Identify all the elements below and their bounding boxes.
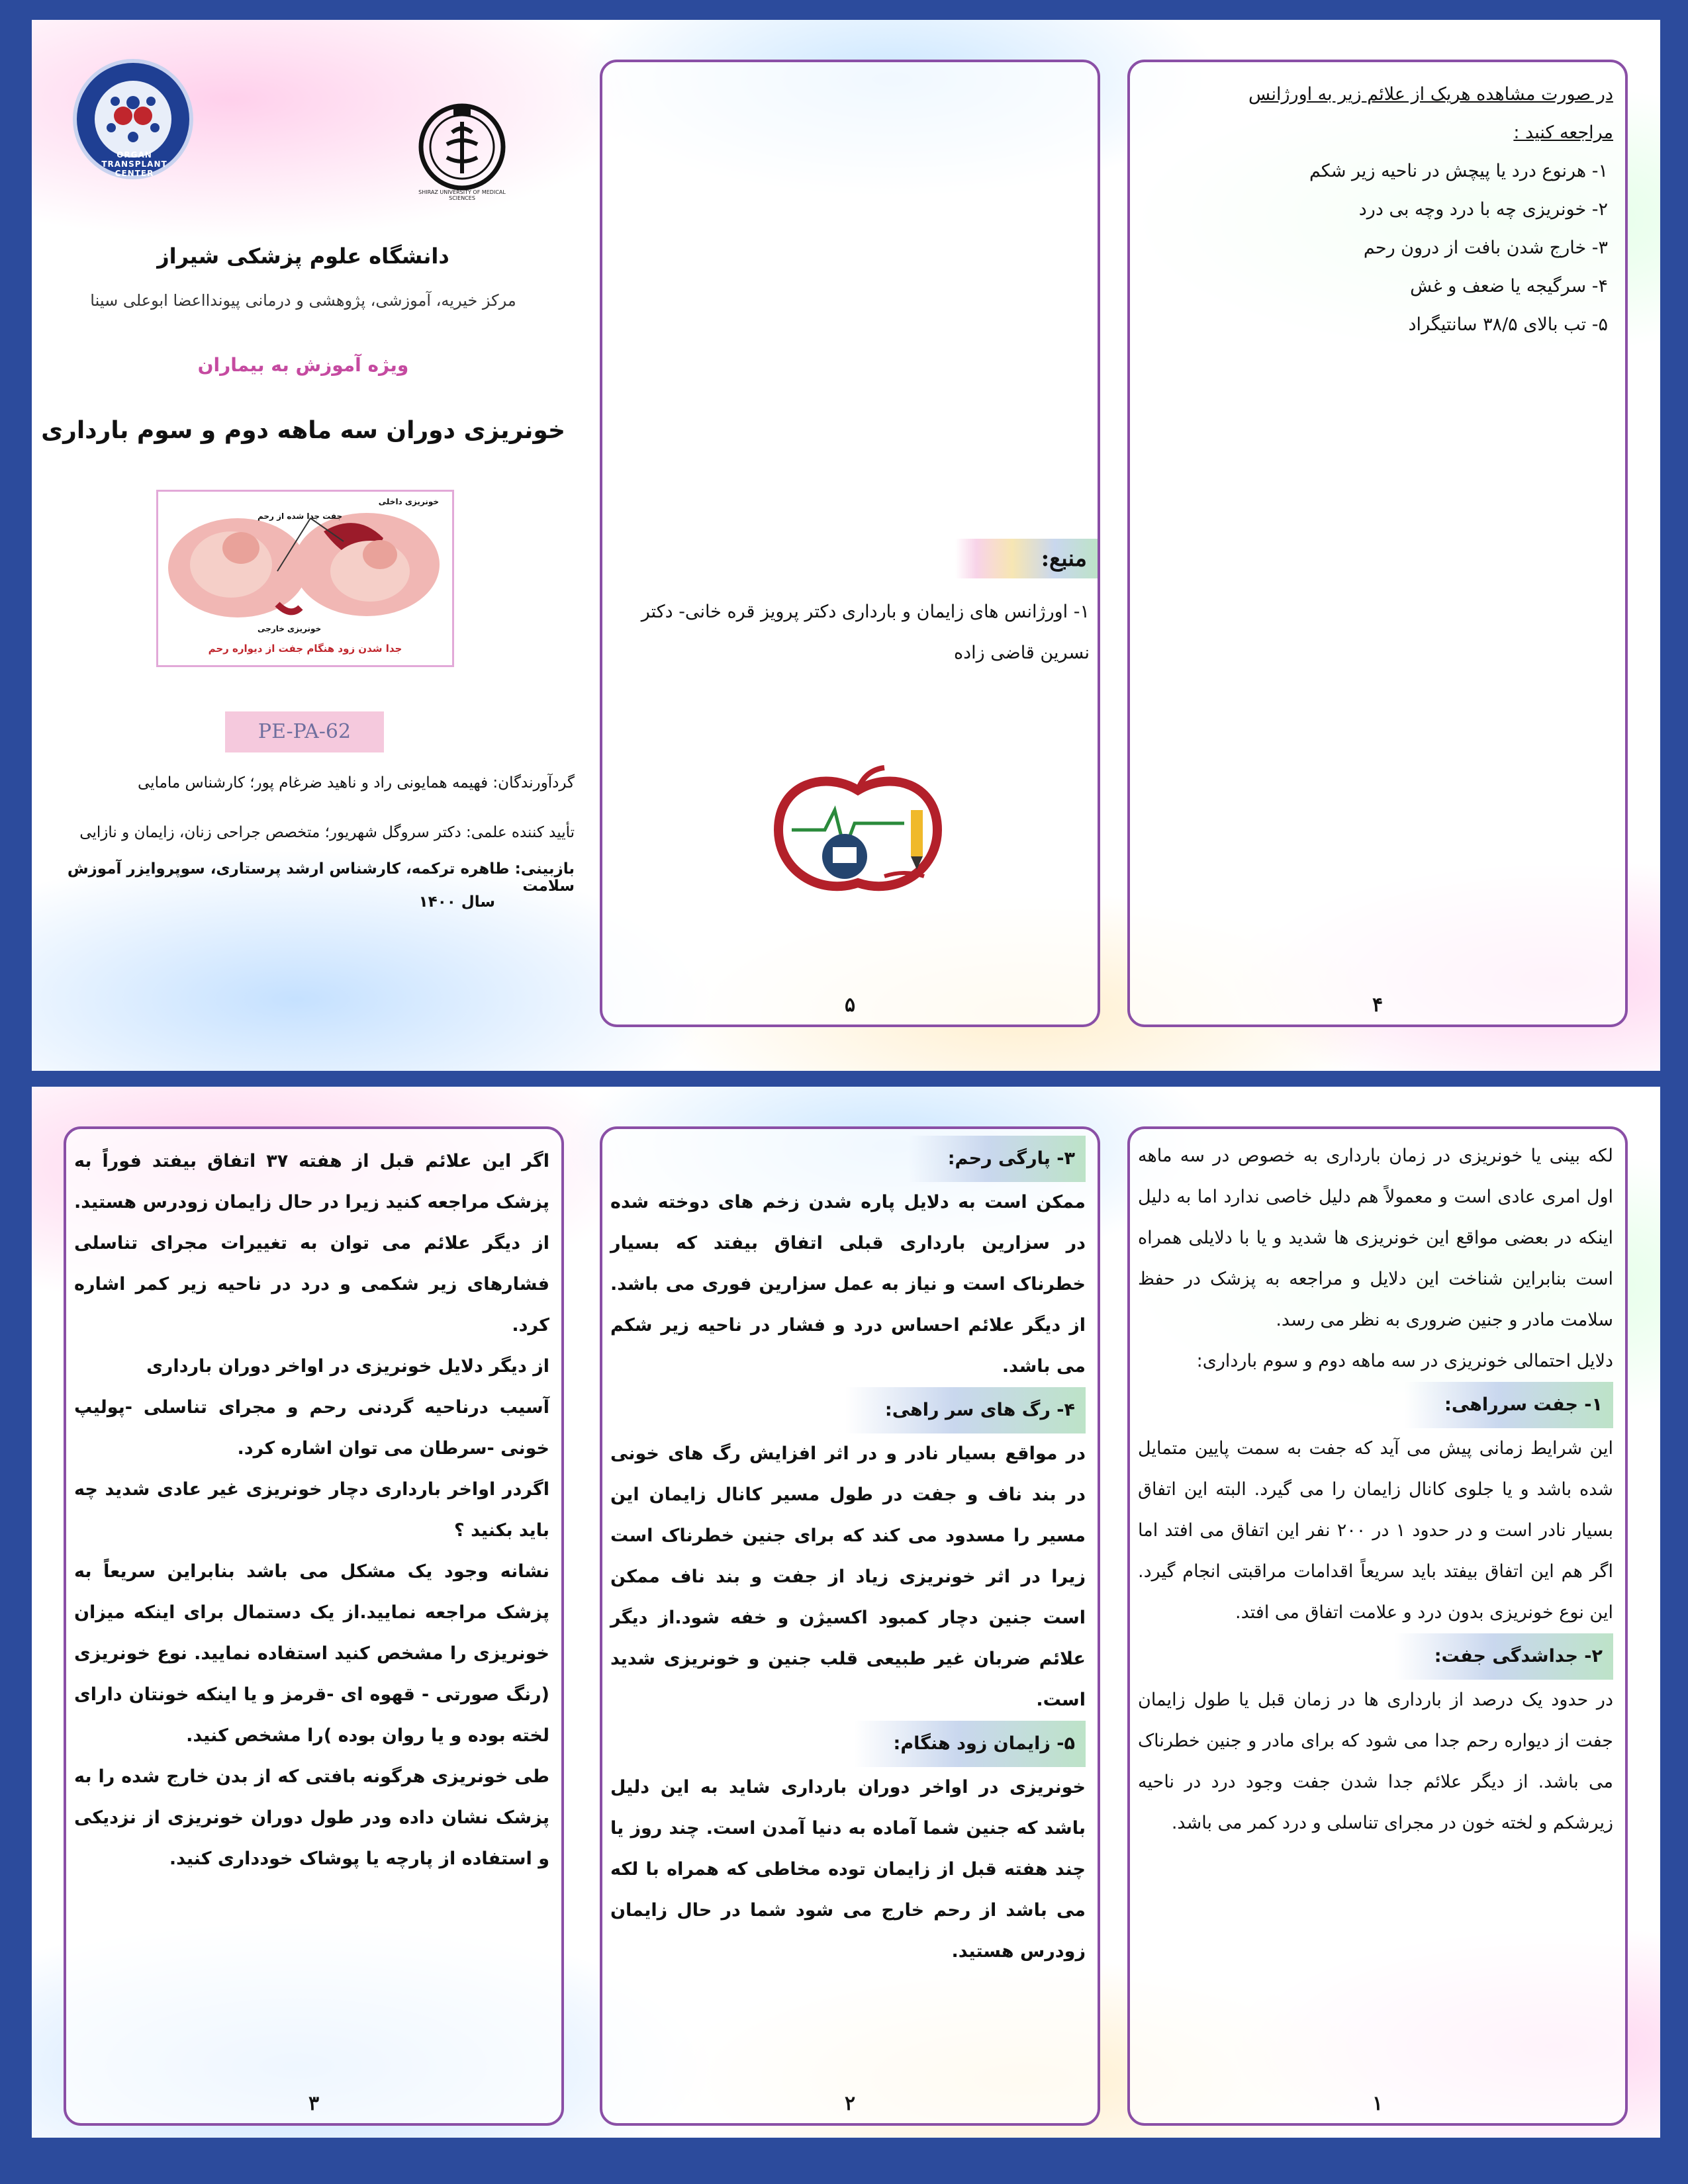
placental-abruption-paragraph: در حدود یک درصد از بارداری ها در زمان قبل یا طول زایمان جفت از دیواره رحم جدا می شود که برای مادر و جنین خطرناک می باشد. از دیگر علائم جدا شدن جفت وجود درد در ناحیه زیرشکم و لخته خون در مجرای تناسلی و درد کمر می باشد. [1138, 1690, 1613, 1833]
center-name: مرکز خیریه، آموزشی، پژوهشی و درمانی پیوندااعضا ابوعلی سینا [90, 291, 516, 310]
uterine-rupture-heading: ۳- پارگی رحم: [908, 1136, 1086, 1182]
illustration-caption: جدا شدن زود هنگام جفت از دیواره رحم [208, 643, 402, 655]
panel-page-1 [1127, 1126, 1628, 2126]
panel-page-3 [64, 1126, 564, 2126]
uterine-rupture-paragraph: ممکن است به دلایل پاره شدن زخم های دوخته شده در سزارین بارداری قبلی اتفاق بیفتد که بسیار خطرناک است و نیاز به عمل سزارین فوری می باشد. از دیگر علائم احساس درد و فشار در ناحیه زیر شکم می باشد. [610, 1192, 1086, 1377]
page-number-3: ۳ [308, 2092, 320, 2115]
placental-abruption-illustration [156, 490, 454, 667]
placenta-previa-paragraph: این شرایط زمانی پیش می آید که جفت به سمت پایین متمایل شده باشد و یا جلوی کانال زایمان را می گیرد. البته این اتفاق بسیار نادر است و در حدود ۱ در ۲۰۰ نفر این اتفاق می افتد اما اگر هم این اتفاق بیفتد باید سریعاً اقدامات مراقبتی انجام گیرد. این نوع خونریزی بدون درد و علامت اتفاق می افتد. [1138, 1438, 1613, 1623]
panel-page-2 [600, 1126, 1100, 2126]
emergency-signs-list [1137, 152, 1613, 344]
bottom-sheet [32, 1087, 1660, 2138]
label-internal-bleeding: خونریزی داخلی [378, 497, 439, 506]
emergency-signs-block [1137, 75, 1613, 344]
source-heading: منبع: [955, 539, 1098, 578]
list-item: ۱- هرنوع درد یا پیچش در ناحیه زیر شکم [1309, 161, 1608, 181]
panel1-text [1138, 1136, 1613, 1844]
placental-abruption-heading: ۲- جداشدگی جفت: [1395, 1633, 1613, 1680]
vasa-previa-paragraph: در مواقع بسیار نادر و در اثر افزایش رگ های خونی در بند ناف و جفت در طول مسیر کانال زایمان این مسیر را مسدود می کند که برای جنین خطرناک است زیرا در اثر خونریزی زیاد از جفت و بند ناف ممکن است جنین دچار کمبود اکسیژن و خفه شود.از دیگر علائم ضربان غیر طبیعی قلب جنین و خونریزی شدید است. [610, 1443, 1086, 1710]
source-text: ۱- اورژانس های زایمان و بارداری دکتر پرویز قره خانی- دکتر نسرین قاضی زاده [641, 602, 1090, 663]
panel-page-5 [600, 60, 1100, 1027]
list-item: ۴- سرگیجه یا ضعف و غش [1410, 276, 1608, 296]
university-name: دانشگاه علوم پزشکی شیراز [157, 244, 449, 269]
document-title: خونریزی دوران سه ماهه دوم و سوم بارداری [41, 417, 565, 444]
what-to-do-paragraph: نشانه وجود یک مشکل می باشد بنابراین سریعاً به پزشک مراجعه نمایید.از یک دستمال برای اینکه میزان خونریزی را مشخص کنید استفاده نمایید. نوع خونریزی (رنگ صورتی - قهوه ای -قرمز و یا اینکه خونتان دارای لخته بوده و یا روان بوده )را مشخص کنید. [74, 1561, 549, 1746]
organ-transplant-center-logo-text: ORGAN TRANSPLANT CENTER [101, 150, 167, 178]
other-causes-heading: از دیگر دلایل خونریزی در اواخر دوران بارداری [146, 1356, 549, 1377]
top-sheet [32, 20, 1660, 1071]
page-number-4: ۴ [1372, 993, 1383, 1017]
organ-transplant-center-logo [64, 56, 203, 185]
list-item: ۵- تب بالای ۳۸/۵ سانتیگراد [1408, 314, 1608, 335]
preterm-labor-heading: ۵- زایمان زود هنگام: [854, 1721, 1086, 1767]
document-code: PE-PA-62 [225, 711, 384, 752]
publication-year: سال ۱۴۰۰ [418, 893, 495, 911]
list-item: ۲- خونریزی چه با درد وچه بی درد [1358, 199, 1608, 220]
health-education-apple-logo [752, 764, 964, 905]
shiraz-university-logo [406, 93, 518, 205]
audience-label: ویژه آموزش به بیماران [197, 354, 409, 376]
what-to-do-question: اگردر اواخر بارداری دچار خونریزی غیر عادی شدید چه باید بکنید ؟ [74, 1479, 549, 1541]
intro-paragraph: لکه بینی یا خونریزی در زمان بارداری به خصوص در سه ماهه اول امری عادی است و معمولاً هم دلیل خاصی ندارد اما به دلیل اینکه در بعضی مواقع این خونریزی ها شدید و یا با دلایلی همراه است بنابراین شناخت این دلایل و مراجعه به پزشک در حفظ سلامت مادر و جنین ضروری به نظر می رسد. [1138, 1146, 1613, 1330]
reviewer-credit: بازبینی: طاهره ترکمه، کارشناس ارشد پرستاری، سوپروایزر آموزش سلامت [67, 860, 575, 895]
scientific-approver-credit: تأیید کننده علمی: دکتر سروگل شهریور؛ متخصص جراحی زنان، زایمان و نازایی [79, 824, 575, 841]
other-causes-paragraph: آسیب درناحیه گردنی رحم و مجرای تناسلی -پولیپ خونی -سرطان می توان اشاره کرد. [74, 1397, 549, 1459]
source-heading-wrap [872, 539, 1098, 578]
vasa-previa-heading: ۴- رگ های سر راهی: [845, 1387, 1086, 1433]
shiraz-university-logo-text: SHIRAZ UNIVERSITY OF MEDICAL SCIENCES [418, 189, 506, 201]
label-detached-placenta: جفت جدا شده از رحم [258, 512, 343, 521]
label-external-bleeding: خونریزی خارجی [258, 624, 322, 633]
list-item: ۳- خارج شدن بافت از درون رحم [1363, 238, 1608, 258]
preterm-labor-paragraph: خونریزی در اواخر دوران بارداری شاید به این دلیل باشد که جنین شما آماده به دنیا آمدن است. چند روز یا چند هفته قبل از زایمان توده مخاطی که همراه با لکه می باشد از رحم خارج می شود شما در حال زایمان زودرس هستید. [610, 1777, 1086, 1962]
causes-intro: دلایل احتمالی خونریزی در سه ماهه دوم و سوم بارداری: [1196, 1351, 1613, 1371]
panel-page-4 [1127, 60, 1628, 1027]
preterm-warning-paragraph: اگر این علائم قبل از هفته ۳۷ اتفاق بیفتد فوراً به پزشک مراجعه کنید زیرا در حال زایمان زودرس هستید. از دیگر علائم می توان به تغییرات مجرای تناسلی فشارهای زیر شکمی و درد در ناحیه زیر کمر اشاره کرد. [74, 1151, 549, 1336]
emergency-intro-line2: مراجعه کنید : [1513, 122, 1613, 143]
cover-panel [32, 20, 575, 1071]
page-number-2: ۲ [844, 2092, 856, 2115]
compilers-credit: گردآورندگان: فهیمه همایونی راد و ناهید ضرغام پور؛ کارشناس مامایی [138, 774, 575, 792]
panel3-text [74, 1141, 549, 1880]
placenta-previa-heading: ۱- جفت سرراهی: [1405, 1382, 1613, 1428]
page-number-1: ۱ [1372, 2092, 1383, 2115]
page-number-5: ۵ [844, 993, 856, 1017]
panel2-text [610, 1136, 1086, 1972]
emergency-intro-line1: در صورت مشاهده هریک از علائم زیر به اورژانس [1248, 84, 1613, 105]
avoid-intercourse-paragraph: طی خونریزی هرگونه بافتی که از بدن خارج شده را به پزشک نشان داده ودر طول دوران خونریزی از نزدیکی و استفاده از پارچه یا پوشاک خودداری کنید. [74, 1766, 549, 1869]
